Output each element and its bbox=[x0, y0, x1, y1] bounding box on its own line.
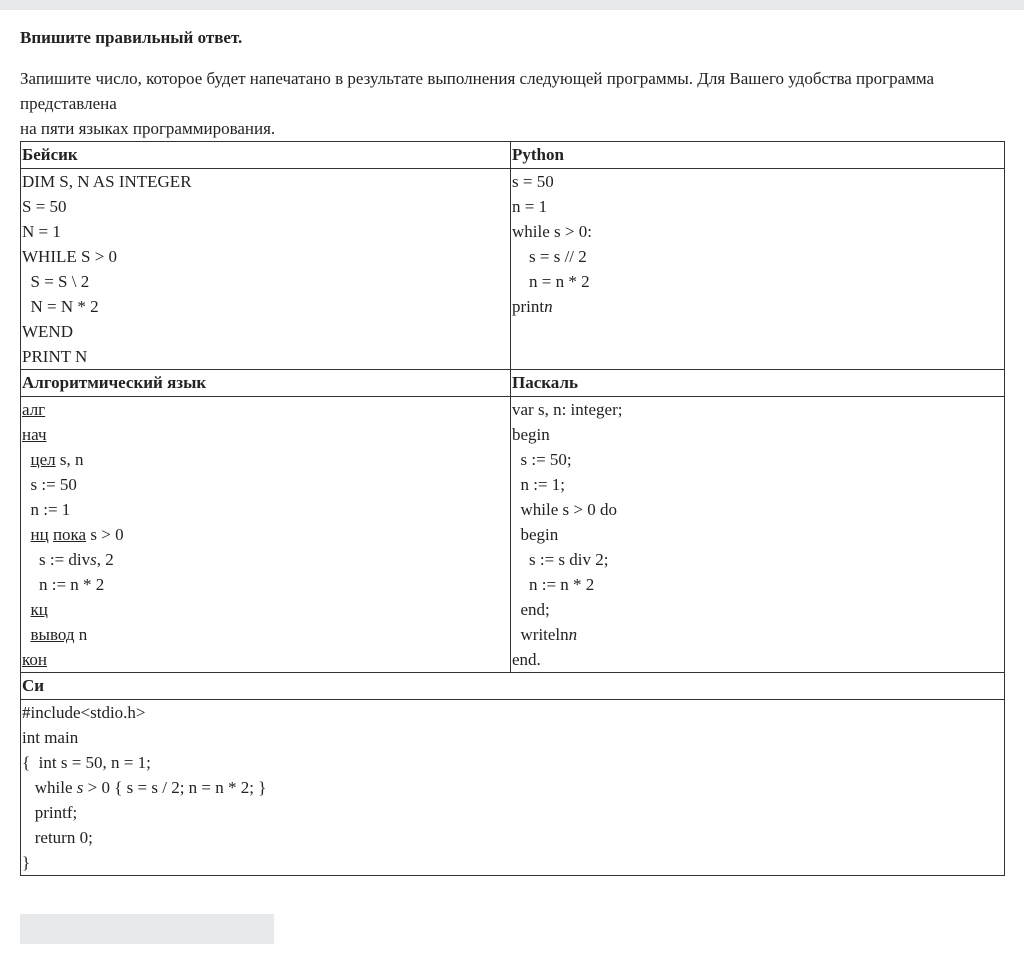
top-bar bbox=[0, 0, 1024, 10]
pascal-line: s := 50; bbox=[512, 450, 572, 469]
c-line: int main bbox=[22, 728, 79, 747]
algo-text: s := div bbox=[22, 550, 91, 569]
algo-keyword: нач bbox=[22, 425, 47, 444]
c-line: } bbox=[22, 853, 31, 872]
pascal-line: var s, n: integer; bbox=[512, 400, 623, 419]
basic-line: WEND bbox=[22, 322, 73, 341]
task-line-2: представлена bbox=[20, 94, 117, 113]
algo-line bbox=[22, 647, 510, 672]
pascal-line: n := 1; bbox=[512, 475, 566, 494]
algo-keyword: кц bbox=[30, 600, 48, 619]
c-line: #include<stdio.h> bbox=[22, 703, 146, 722]
basic-line: N = 1 bbox=[22, 222, 61, 241]
code-table bbox=[20, 141, 1005, 876]
algo-keyword: нц bbox=[30, 525, 49, 544]
basic-line: N = N * 2 bbox=[22, 297, 99, 316]
algo-line bbox=[22, 447, 510, 472]
pascal-code bbox=[511, 397, 1005, 673]
pascal-line: begin bbox=[512, 425, 550, 444]
basic-code bbox=[21, 169, 511, 370]
task-text bbox=[20, 66, 1010, 141]
algo-line: s := 50 bbox=[22, 475, 77, 494]
python-line: n = 1 bbox=[512, 197, 548, 216]
python-print-keyword: print bbox=[512, 297, 545, 316]
pascal-line: begin bbox=[512, 525, 559, 544]
c-line: return 0; bbox=[22, 828, 93, 847]
python-line: n = n * 2 bbox=[512, 272, 590, 291]
algo-keyword: пока bbox=[52, 525, 87, 544]
pascal-line: n := n * 2 bbox=[512, 575, 595, 594]
basic-line: S = S \ 2 bbox=[22, 272, 90, 291]
c-var: s bbox=[76, 778, 84, 797]
c-text: while bbox=[22, 778, 77, 797]
c-line: printf; bbox=[22, 803, 78, 822]
c-text: > 0 { s = s / 2; n = n * 2; } bbox=[83, 778, 267, 797]
basic-line: S = 50 bbox=[22, 197, 67, 216]
python-line: while s > 0: bbox=[512, 222, 592, 241]
pascal-header: Паскаль bbox=[511, 370, 1005, 397]
python-header: Python bbox=[511, 142, 1005, 169]
algo-code bbox=[21, 397, 511, 673]
basic-line: WHILE S > 0 bbox=[22, 247, 118, 266]
pascal-writeln-keyword: writeln bbox=[512, 625, 569, 644]
c-line: { int s = 50, n = 1; bbox=[22, 753, 151, 772]
algo-keyword: цел bbox=[30, 450, 56, 469]
algo-line bbox=[22, 547, 510, 572]
pascal-line: end; bbox=[512, 600, 550, 619]
algo-line bbox=[22, 522, 510, 547]
c-line bbox=[22, 775, 1004, 800]
algo-line: n := 1 bbox=[22, 500, 71, 519]
c-code bbox=[21, 700, 1005, 876]
algo-line bbox=[22, 422, 510, 447]
algo-line bbox=[22, 397, 510, 422]
algo-text: s > 0 bbox=[86, 525, 124, 544]
pascal-writeln-arg: n bbox=[568, 625, 578, 644]
task-line-1: Запишите число, которое будет напечатано в результате выполнения следующей программы. Для Вашего удобства программа bbox=[20, 69, 935, 88]
algo-text: , 2 bbox=[96, 550, 114, 569]
algo-var: s bbox=[90, 550, 97, 569]
algo-line bbox=[22, 622, 510, 647]
algo-line bbox=[22, 597, 510, 622]
pascal-line: while s > 0 do bbox=[512, 500, 617, 519]
python-code bbox=[511, 169, 1005, 370]
algo-keyword: алг bbox=[22, 400, 46, 419]
answer-input[interactable] bbox=[20, 914, 274, 944]
algo-header: Алгоритмический язык bbox=[21, 370, 511, 397]
algo-line: n := n * 2 bbox=[22, 575, 105, 594]
algo-text: s, n bbox=[55, 450, 84, 469]
pascal-writeln-line bbox=[512, 622, 1004, 647]
task-line-3: на пяти языках программирования. bbox=[20, 119, 276, 138]
pascal-line: s := s div 2; bbox=[512, 550, 609, 569]
python-line: s = s // 2 bbox=[512, 247, 587, 266]
algo-keyword: кон bbox=[22, 650, 47, 669]
task-heading: Впишите правильный ответ. bbox=[20, 28, 243, 47]
python-print-arg: n bbox=[544, 297, 553, 316]
python-line: s = 50 bbox=[512, 172, 554, 191]
python-print-line bbox=[512, 294, 1004, 319]
basic-header: Бейсик bbox=[21, 142, 511, 169]
pascal-line: end. bbox=[512, 650, 541, 669]
basic-line: PRINT N bbox=[22, 347, 88, 366]
c-header: Си bbox=[21, 673, 1005, 700]
basic-line: DIM S, N AS INTEGER bbox=[22, 172, 192, 191]
algo-keyword: вывод bbox=[30, 625, 75, 644]
algo-text: n bbox=[74, 625, 88, 644]
